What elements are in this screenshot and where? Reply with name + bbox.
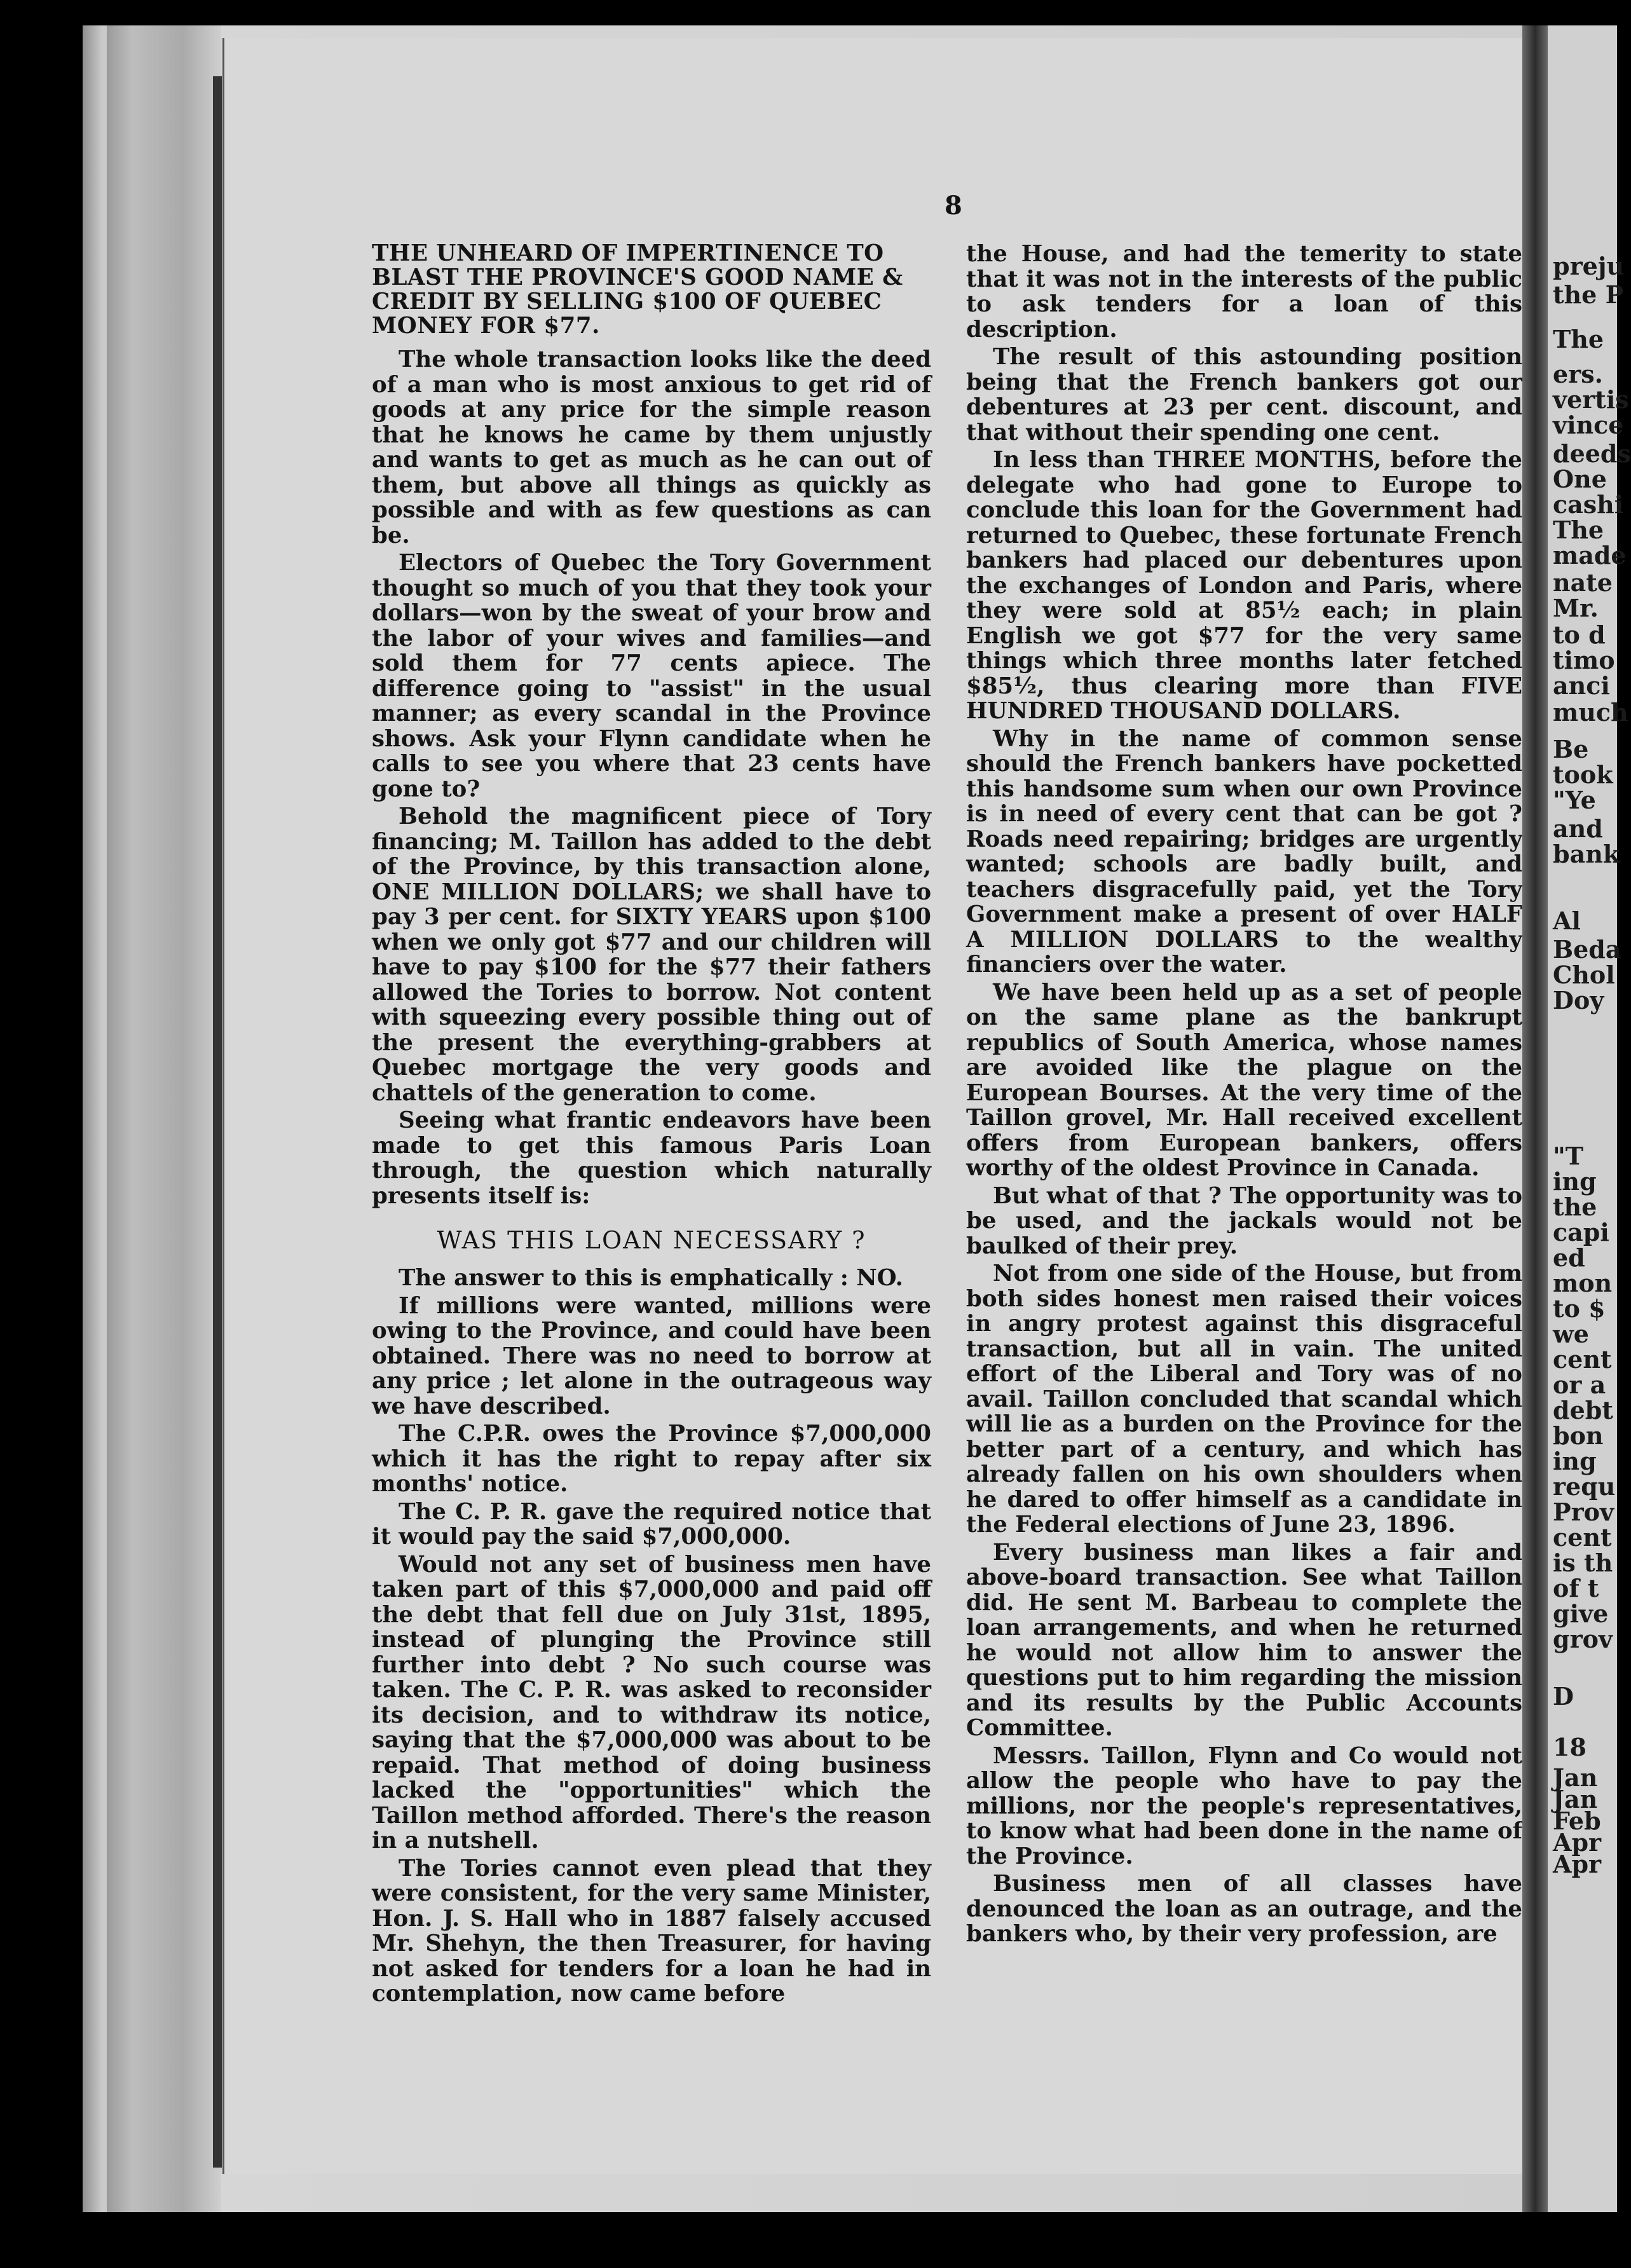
facing-page-word: vince	[1553, 411, 1624, 439]
page-gutter	[1522, 25, 1548, 2212]
facing-page-word: Doy	[1553, 986, 1604, 1014]
facing-page-word: or a	[1553, 1370, 1606, 1399]
facing-page-word: is th	[1553, 1548, 1613, 1577]
article-paragraph: The result of this astounding position being that the French bankers got our debentures at 23 per cent. discount, and that without their spending one cent.	[966, 344, 1522, 446]
facing-page-word: preju	[1553, 252, 1625, 280]
article-paragraph: Why in the name of common sense should the French bankers have pocketted this handsome sum when our own Province is in need of every cent that can be got ? Roads need repairing; bridges are urgently wanted; schools are badly built, and teachers disgracefully paid, yet the Tory Government make a present of over HALF A MILLION DOLLARS to the wealthy financiers over the water.	[966, 725, 1522, 978]
article-paragraph: The answer to this is emphatically : NO.	[399, 1265, 903, 1291]
article-paragraph: The Tories cannot even plead that they were consistent, for the very same Minister, Hon. J. S. Hall who in 1887 falsely accused Mr. Shehyn, the then Treasurer, for having not asked for tenders for a loan he had in contemplation, now came before	[372, 1855, 931, 2007]
article-paragraph: The C. P. R. gave the required notice that it would pay the said $7,000,000.	[372, 1498, 931, 1550]
facing-page-fragment	[1548, 25, 1631, 2212]
facing-page-word: the	[1553, 1192, 1597, 1221]
article-paragraph: We have been held up as a set of people on the same plane as the bankrupt republics of South America, whose names are avoided like the plague on the European Bourses. At the very time of the Taillon grovel, Mr. Hall received excellent offers from European bankers, offers worthy of the oldest Province in Canada.	[966, 979, 1522, 1181]
facing-page-word: ers.	[1553, 360, 1603, 388]
facing-page-word: Feb	[1553, 1807, 1601, 1835]
article-paragraph: Electors of Quebec the Tory Government thought so much of you that they took your dollars—won by the sweat of your brow and the labor of your wives and families—and sold them for 77 cents apiece. The difference going to "assist" in the usual manner; as every scandal in the Province shows. Ask your Flynn candidate when he calls to see you where that 23 cents have gone to?	[372, 550, 931, 802]
article-paragraph: In less than THREE MONTHS, before the delegate who had gone to Europe to conclude this loan for the Government had returned to Quebec, these fortunate French bankers had placed our debentures upon the exchanges of London and Paris, where they were sold at 85½ each; in plain English we got $77 for the very same things which three months later fetched $85½, thus clearing more than FIVE HUNDRED THOUSAND DOLLARS.	[966, 447, 1522, 724]
facing-page-word: made	[1553, 541, 1627, 570]
facing-page-word: of t	[1553, 1574, 1599, 1602]
facing-page-word: One	[1553, 465, 1607, 493]
article-paragraph: Seeing what frantic endeavors have been made to get this famous Paris Loan through, the question which naturally presents itself is:	[372, 1107, 931, 1209]
article-paragraph: the House, and had the temerity to state that it was not in the interests of the public to ask tenders for a loan of this description.	[966, 241, 1522, 343]
facing-page-word: much	[1553, 698, 1628, 727]
facing-page-word: ing	[1553, 1167, 1597, 1196]
article-paragraph: Business men of all classes have denounced the loan as an outrage, and the bankers who, by their very profession, are	[966, 1871, 1522, 1947]
facing-page-word: "Ye	[1553, 786, 1596, 814]
page-number: 8	[945, 191, 962, 221]
facing-page-word: Mr.	[1553, 594, 1599, 622]
facing-page-word: grov	[1553, 1625, 1613, 1653]
facing-page-word: and	[1553, 814, 1603, 843]
facing-page-word: cent	[1553, 1523, 1612, 1552]
page-edge-shadow	[107, 25, 221, 2212]
article-paragraph: Would not any set of business men have taken part of this $7,000,000 and paid off the debt that fell due on July 31st, 1895, instead of plunging the Province still further into debt ? No such course was taken. The C. P. R. was asked to reconsider its decision, and to withdraw its notice, saying that the $7,000,000 was about to be repaid. That method of doing business lacked the "opportunities" which the Taillon method afforded. There's the reason in a nutshell.	[372, 1551, 931, 1854]
facing-page-word: debt	[1553, 1396, 1613, 1424]
facing-page-word: capi	[1553, 1218, 1609, 1247]
facing-page-word: The	[1553, 325, 1604, 353]
article-paragraph: If millions were wanted, millions were owing to the Province, and could have been obtained. There was no need to borrow at any price ; let alone in the outrageous way we have described.	[372, 1292, 931, 1419]
facing-page-word: ing	[1553, 1447, 1597, 1475]
facing-page-word: anci	[1553, 671, 1610, 700]
facing-page-word: Jan	[1553, 1763, 1598, 1792]
facing-page-word: Al	[1553, 906, 1581, 935]
facing-page-word: mon	[1553, 1269, 1613, 1297]
facing-page-word: cashi	[1553, 490, 1624, 519]
right-column	[966, 242, 1522, 1950]
facing-page-word: D	[1553, 1682, 1574, 1711]
facing-page-word: we	[1553, 1320, 1589, 1348]
facing-page-word: Chol	[1553, 960, 1615, 989]
facing-page-word: nate	[1553, 568, 1613, 597]
facing-page-word: Prov	[1553, 1498, 1614, 1526]
article-paragraph: Not from one side of the House, but from both sides honest men raised their voices in angry protest against this disgraceful transaction, but all in vain. The united effort of the Liberal and Tory was of no avail. Taillon concluded that scandal which will lie as a burden on the Province for the better part of a century, and which has already fallen on his own shoulders when he dared to offer himself as a candidate in the Federal elections of June 23, 1896.	[966, 1260, 1522, 1538]
facing-page-word: ed	[1553, 1243, 1585, 1272]
article-headline: THE UNHEARD OF IMPERTINENCE TO BLAST THE PROVINCE'S GOOD NAME & CREDIT BY SELLING $100 OF QUEBEC MONEY FOR $77.	[372, 240, 903, 339]
facing-page-word: Be	[1553, 735, 1589, 763]
facing-page-word: Beda	[1553, 935, 1621, 964]
facing-page-word: The	[1553, 516, 1604, 544]
facing-page-word: Jan	[1553, 1785, 1598, 1814]
left-column	[372, 242, 931, 2009]
article-paragraph: The whole transaction looks like the deed of a man who is most anxious to get rid of goods at any price for the simple reason that he knows he came by them unjustly and wants to get as much as he can out of them, but above all things as quickly as possible and with as few questions as can be.	[372, 346, 931, 549]
facing-page-word: 18	[1553, 1733, 1587, 1761]
facing-page-word: to $	[1553, 1294, 1606, 1323]
facing-page-word: timo	[1553, 646, 1615, 674]
article-paragraph: Every business man likes a fair and above-board transaction. See what Taillon did. He sent M. Barbeau to complete the loan arrangements, and when he returned he would not allow him to answer the questions put to him regarding the mission and its results by the Public Accounts Committee.	[966, 1539, 1522, 1741]
facing-page-word: Apr	[1553, 1850, 1602, 1878]
facing-page-word: deeds	[1553, 439, 1631, 468]
facing-page-word: "T	[1553, 1142, 1584, 1170]
facing-page-word: Apr	[1553, 1828, 1602, 1857]
facing-page-word: took	[1553, 760, 1613, 789]
article-paragraph: But what of that ? The opportunity was to be used, and the jackals would not be baulked of their prey.	[966, 1182, 1522, 1259]
page-binding-rule	[213, 76, 222, 2168]
facing-page-word: requ	[1553, 1472, 1616, 1501]
facing-page-word: to d	[1553, 620, 1606, 649]
section-subheading: WAS THIS LOAN NECESSARY ?	[437, 1226, 866, 1254]
facing-page-word: cent	[1553, 1345, 1612, 1374]
article-paragraph: Behold the magnificent piece of Tory financing; M. Taillon has added to the debt of the Province, by this transaction alone, ONE MILLION DOLLARS; we shall have to pay 3 per cent. for SIXTY YEARS upon $100 when we only got $77 and our children will have to pay $100 for the $77 their fathers allowed the Tories to borrow. Not content with squeezing every possible thing out of the present the everything-grabbers at Quebec mortgage the very goods and chattels of the generation to come.	[372, 803, 931, 1106]
facing-page-word: bon	[1553, 1421, 1604, 1450]
article-paragraph: The C.P.R. owes the Province $7,000,000 which it has the right to repay after six months' notice.	[372, 1421, 931, 1497]
facing-page-word: bank	[1553, 840, 1620, 868]
facing-page-word: vertis	[1553, 385, 1629, 414]
article-paragraph: Messrs. Taillon, Flynn and Co would not allow the people who have to pay the millions, nor the people's representatives, to know what had been done in the name of the Province.	[966, 1742, 1522, 1869]
facing-page-word: give	[1553, 1599, 1609, 1628]
facing-page-word: the P	[1553, 280, 1624, 309]
